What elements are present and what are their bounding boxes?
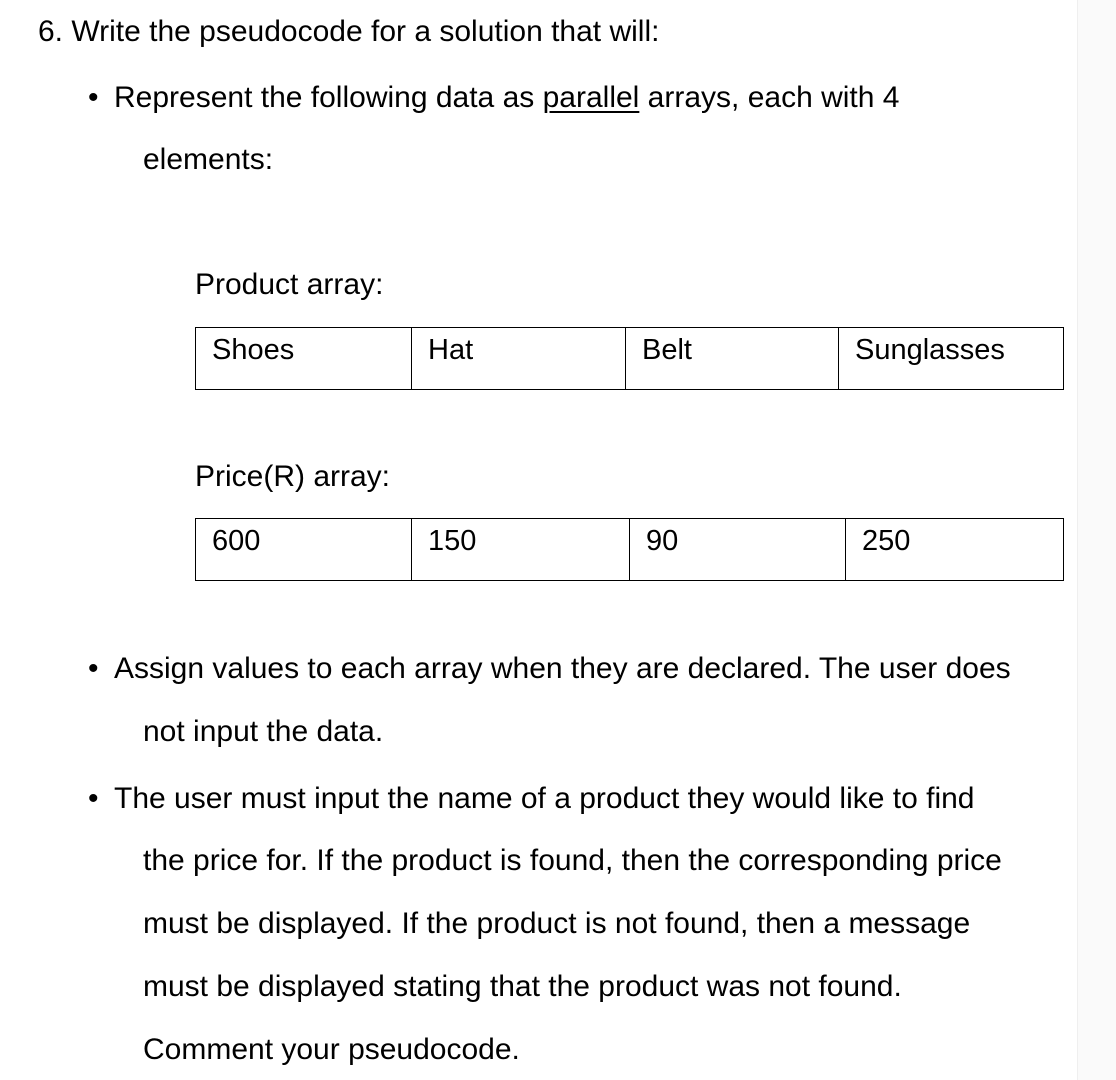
bullet-3-line-5: Comment your pseudocode.	[143, 1033, 520, 1066]
parallel-underlined-word: parallel	[542, 81, 640, 114]
product-cell-shoes: Shoes	[196, 328, 412, 390]
bullet-2-marker: •	[88, 652, 99, 685]
product-cell-sunglasses: Sunglasses	[839, 328, 1064, 390]
price-cell-150: 150	[412, 519, 630, 581]
price-array-row	[196, 519, 1064, 581]
bullet-1-text-after: arrays, each with 4	[639, 81, 900, 114]
bullet-3-line-4: must be displayed stating that the product was not found.	[143, 970, 902, 1003]
bullet-3-line-3: must be displayed. If the product is not found, then a message	[143, 907, 971, 940]
bullet-1-line-2: elements:	[143, 143, 274, 176]
page-right-margin	[1077, 0, 1116, 1080]
bullet-1-marker: •	[88, 81, 99, 114]
product-array-row	[196, 328, 1064, 390]
bullet-2-line-1: Assign values to each array when they are declared. The user does	[114, 652, 1011, 685]
price-array-label: Price(R) array:	[195, 460, 391, 493]
bullet-1-line-1	[114, 80, 899, 116]
product-array-label: Product array:	[195, 268, 384, 301]
product-array-table	[195, 327, 1064, 390]
price-cell-250: 250	[846, 519, 1064, 581]
product-cell-hat: Hat	[412, 328, 626, 390]
price-array-table	[195, 518, 1064, 581]
question-heading: 6. Write the pseudocode for a solution that will:	[38, 15, 660, 48]
product-cell-belt: Belt	[626, 328, 839, 390]
price-cell-90: 90	[630, 519, 846, 581]
price-cell-600: 600	[196, 519, 412, 581]
bullet-3-line-2: the price for. If the product is found, then the corresponding price	[143, 844, 1002, 877]
bullet-3-marker: •	[88, 782, 99, 815]
bullet-1-text-before: Represent the following data as	[114, 81, 543, 114]
bullet-2-line-2: not input the data.	[143, 715, 384, 748]
bullet-3-line-1: The user must input the name of a product they would like to find	[114, 782, 975, 815]
